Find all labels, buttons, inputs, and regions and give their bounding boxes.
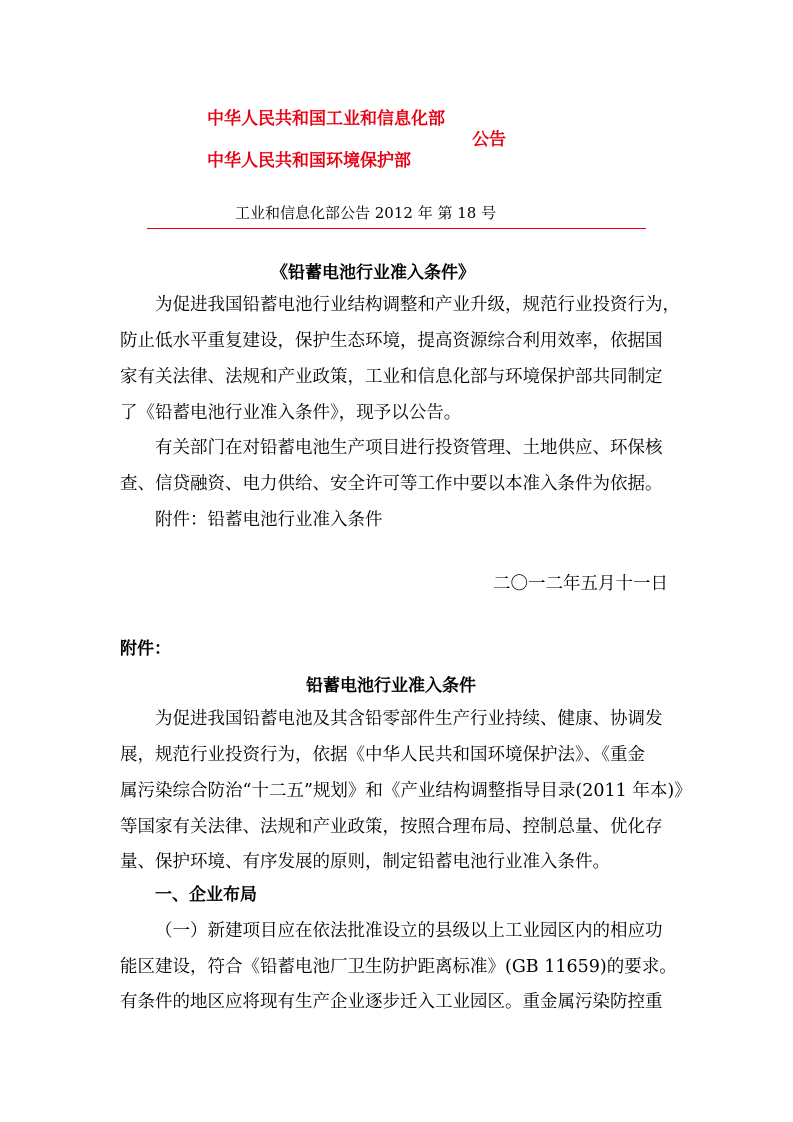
section1-heading: 一、企业布局: [155, 885, 257, 905]
para2-line: 有关部门在对铅蓄电池生产项目进行投资管理、土地供应、环保核: [155, 438, 663, 458]
para1-line: 了《铅蓄电池行业准入条件》，现予以公告。: [120, 403, 462, 423]
intro-line: 属污染综合防治“十二五”规划》和《产业结构调整指导目录(2011 年本)》: [120, 781, 692, 801]
announcement-title: 《铅蓄电池行业准入条件》: [271, 263, 475, 283]
ministry-mep: 中华人民共和国环境保护部: [207, 151, 411, 171]
intro-line: 为促进我国铅蓄电池及其含铅零部件生产行业持续、健康、协调发: [155, 709, 663, 729]
para2-line: 查、信贷融资、电力供给、安全许可等工作中要以本准入条件为依据。: [120, 474, 663, 494]
para1-line: 防止低水平重复建设，保护生态环境，提高资源综合利用效率，依据国: [120, 331, 663, 351]
section1-line: （一）新建项目应在依法批准设立的县级以上工业园区内的相应功: [155, 921, 663, 941]
intro-line: 量、保护环境、有序发展的原则，制定铅蓄电池行业准入条件。: [120, 852, 610, 872]
section1-line: 能区建设，符合《铅蓄电池厂卫生防护距离标准》(GB 11659)的要求。: [120, 957, 677, 977]
attachment-label: 附件：: [120, 639, 171, 659]
issue-date: 二〇一二年五月十一日: [493, 574, 668, 594]
doc-number: 工业和信息化部公告 2012 年 第 18 号: [235, 204, 497, 222]
header-divider: [147, 228, 646, 229]
para1-line: 为促进我国铅蓄电池行业结构调整和产业升级，规范行业投资行为，: [155, 295, 680, 315]
attachment-note: 附件：铅蓄电池行业准入条件: [155, 510, 383, 530]
ministry-miit: 中华人民共和国工业和信息化部: [207, 109, 445, 129]
intro-line: 展，规范行业投资行为，依据《中华人民共和国环境保护法》、《重金: [120, 745, 645, 765]
intro-line: 等国家有关法律、法规和产业政策，按照合理布局、控制总量、优化存: [120, 817, 663, 837]
para1-line: 家有关法律、法规和产业政策，工业和信息化部与环境保护部共同制定: [120, 367, 663, 387]
attachment-title: 铅蓄电池行业准入条件: [306, 676, 476, 696]
section1-line: 有条件的地区应将现有生产企业逐步迁入工业园区。重金属污染防控重: [120, 992, 663, 1012]
announcement-label: 公告: [472, 130, 506, 150]
